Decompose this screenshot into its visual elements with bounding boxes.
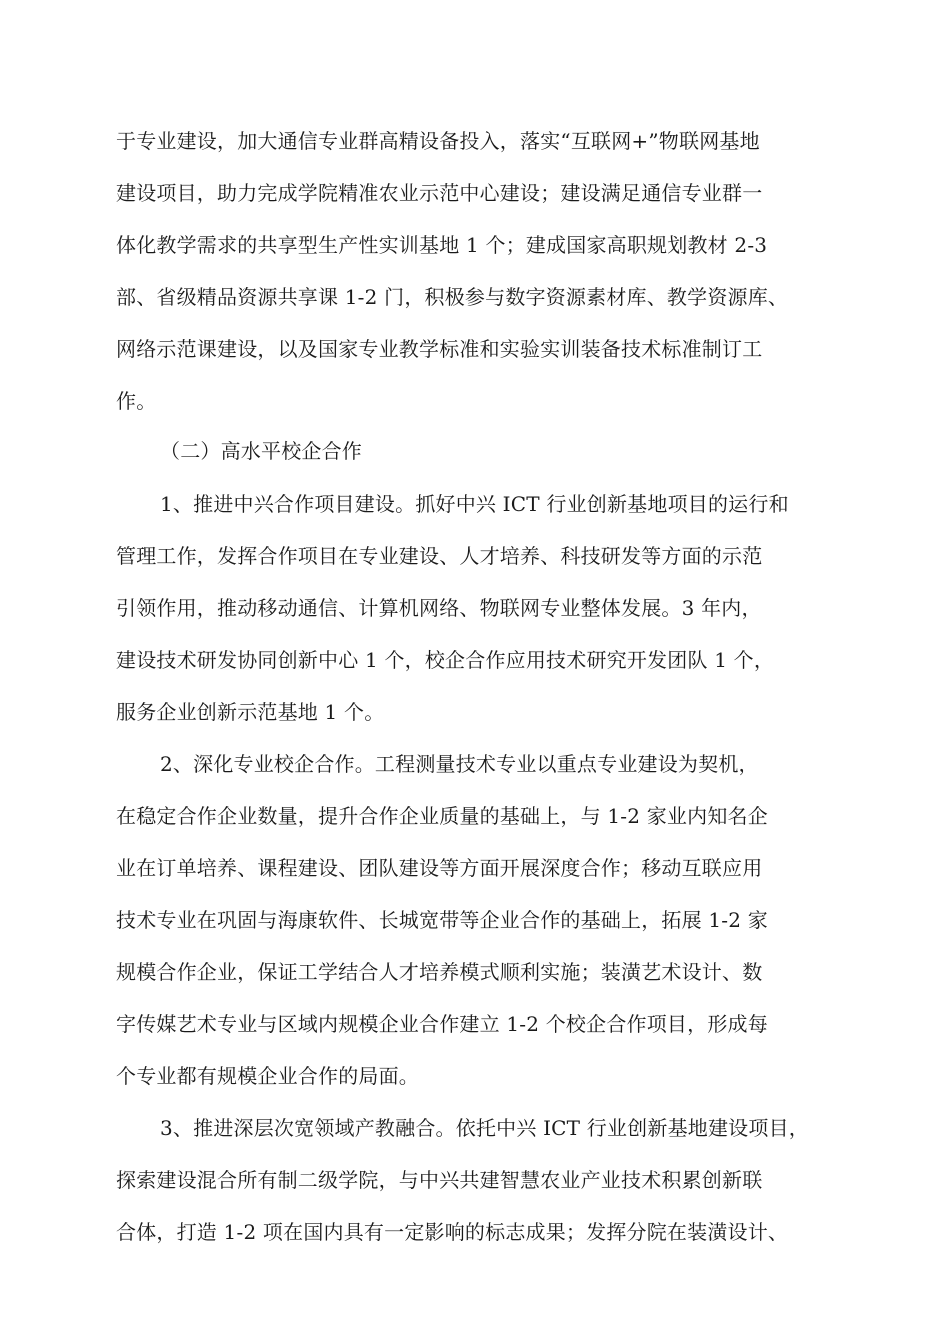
paragraph-line: 业在订单培养、课程建设、团队建设等方面开展深度合作；移动互联应用 — [116, 856, 763, 880]
paragraph-line: 体化教学需求的共享型生产性实训基地 1 个；建成国家高职规划教材 2-3 — [116, 233, 768, 257]
paragraph-line: 建设项目，助力完成学院精准农业示范中心建设；建设满足通信专业群一 — [116, 181, 763, 205]
paragraph-line: 3、推进深层次宽领域产教融合。依托中兴 ICT 行业创新基地建设项目， — [160, 1116, 809, 1140]
paragraph-line: 引领作用，推动移动通信、计算机网络、物联网专业整体发展。3 年内， — [116, 596, 762, 620]
paragraph-line: 服务企业创新示范基地 1 个。 — [116, 700, 385, 724]
paragraph-line: 在稳定合作企业数量，提升合作企业质量的基础上，与 1-2 家业内知名企 — [116, 804, 768, 828]
paragraph-line: 合体，打造 1-2 项在国内具有一定影响的标志成果；发挥分院在装潢设计、 — [116, 1220, 789, 1244]
paragraph-line: 于专业建设，加大通信专业群高精设备投入，落实“互联网+”物联网基地 — [116, 129, 760, 153]
paragraph-line: 字传媒艺术专业与区域内规模企业合作建立 1-2 个校企合作项目，形成每 — [116, 1012, 768, 1036]
paragraph-line: 技术专业在巩固与海康软件、长城宽带等企业合作的基础上，拓展 1-2 家 — [116, 908, 768, 932]
paragraph-line: 管理工作，发挥合作项目在专业建设、人才培养、科技研发等方面的示范 — [116, 544, 763, 568]
paragraph-line: 部、省级精品资源共享课 1-2 门，积极参与数字资源素材库、教学资源库、 — [116, 285, 789, 309]
paragraph-line: 建设技术研发协同创新中心 1 个，校企合作应用技术研究开发团队 1 个， — [116, 648, 775, 672]
paragraph-line: 个专业都有规模企业合作的局面。 — [116, 1064, 419, 1088]
paragraph-line: 规模合作企业，保证工学结合人才培养模式顺利实施；装潢艺术设计、数 — [116, 960, 763, 984]
paragraph-line: 探索建设混合所有制二级学院，与中兴共建智慧农业产业技术积累创新联 — [116, 1168, 763, 1192]
paragraph-line: 网络示范课建设，以及国家专业教学标准和实验实训装备技术标准制订工 — [116, 337, 763, 361]
section-heading: （二）高水平校企合作 — [160, 439, 362, 463]
paragraph-line: 2、深化专业校企合作。工程测量技术专业以重点专业建设为契机， — [160, 752, 759, 776]
paragraph-line: 1、推进中兴合作项目建设。抓好中兴 ICT 行业创新基地项目的运行和 — [160, 492, 789, 516]
paragraph-line: 作。 — [116, 389, 157, 413]
